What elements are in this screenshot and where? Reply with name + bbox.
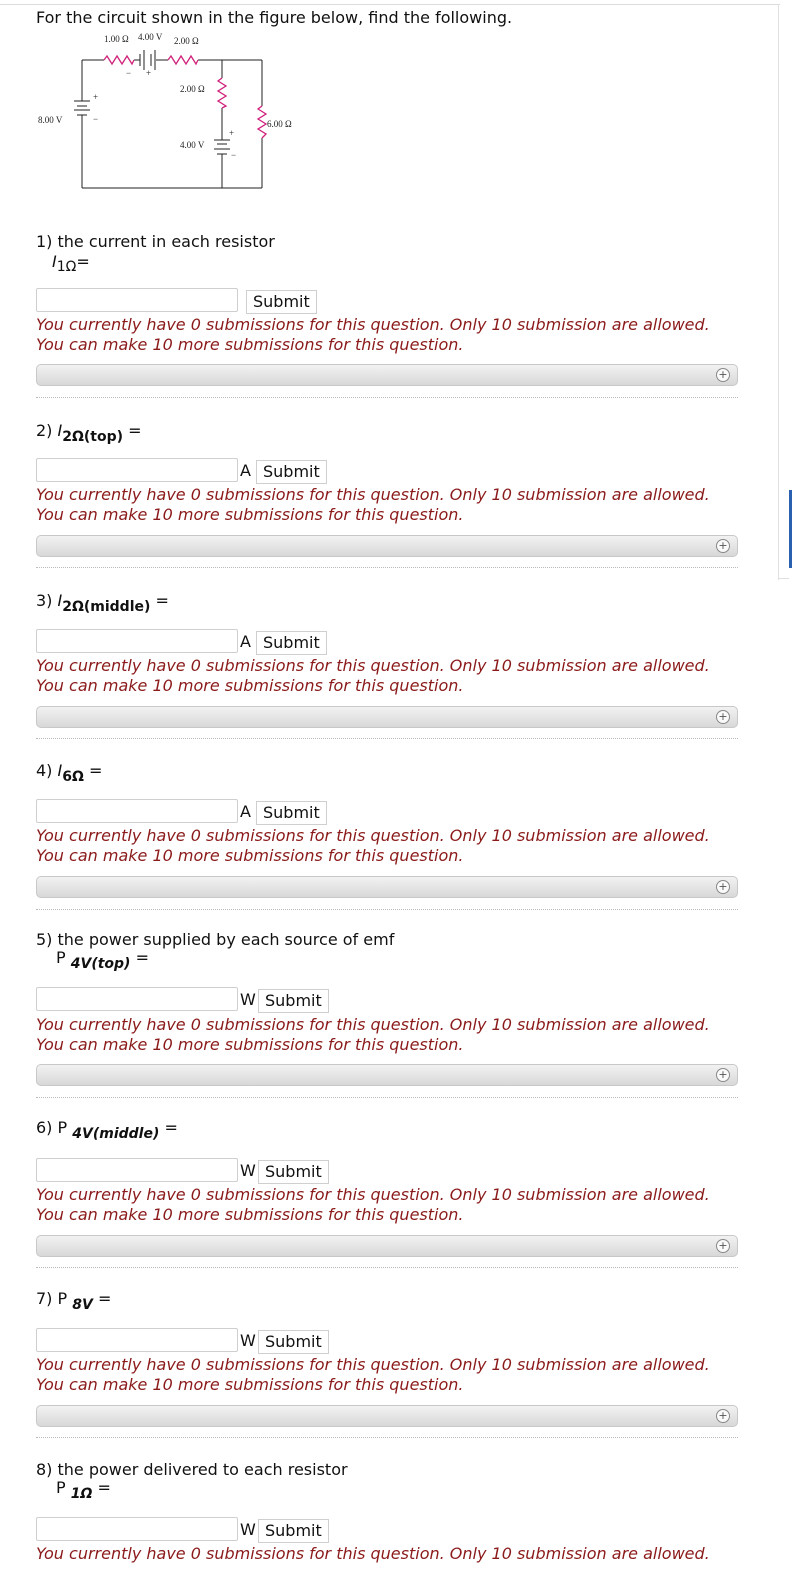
answer-input[interactable] <box>36 629 238 653</box>
question-number: 3) <box>36 591 53 610</box>
variable-symbol: P <box>57 1118 68 1137</box>
plus-circle-icon[interactable]: + <box>716 1068 730 1082</box>
variable-subscript: 1Ω <box>56 259 77 275</box>
unit-label: A <box>240 802 251 821</box>
submission-status-text: You currently have 0 submissions for this question. Only 10 submission are allowed. <box>36 1015 710 1034</box>
submission-remaining-text: You can make 10 more submissions for this question. <box>36 1205 464 1224</box>
variable-symbol: P <box>57 1289 68 1308</box>
question-5-prompt <box>56 948 149 972</box>
plus-circle-icon[interactable]: + <box>716 539 730 553</box>
scrollbar-thumb[interactable] <box>789 490 792 568</box>
unit-label: W <box>240 1520 256 1539</box>
variable-symbol: I <box>52 252 57 271</box>
variable-symbol: I <box>57 591 63 610</box>
equals-sign: = <box>76 252 90 271</box>
submission-status-text: You currently have 0 submissions for this question. Only 10 submission are allowed. <box>36 1185 710 1204</box>
label-v-left: 8.00 V <box>38 115 63 125</box>
divider <box>36 397 738 398</box>
unit-label: W <box>240 1161 256 1180</box>
question-4-prompt <box>36 761 103 785</box>
minus-sign: − <box>126 68 132 78</box>
answer-input[interactable] <box>36 458 238 482</box>
answer-input[interactable] <box>36 288 238 312</box>
submit-button[interactable]: Submit <box>256 631 327 655</box>
submission-remaining-text: You can make 10 more submissions for this question. <box>36 335 464 354</box>
answer-input[interactable] <box>36 987 238 1011</box>
label-r6: 6.00 Ω <box>267 119 292 129</box>
question-1-prompt <box>52 252 90 275</box>
submission-status-text: You currently have 0 submissions for this question. Only 10 submission are allowed. <box>36 656 710 675</box>
variable-subscript: 2Ω(top) <box>62 429 124 445</box>
equals-sign: = <box>164 1118 178 1137</box>
submit-button[interactable]: Submit <box>258 1160 329 1184</box>
question-number: 2) <box>36 421 53 440</box>
plus-circle-icon[interactable]: + <box>716 1409 730 1423</box>
variable-symbol: P <box>56 1478 66 1497</box>
divider <box>36 909 738 910</box>
question-8-prompt <box>56 1478 111 1502</box>
question-number: 6) <box>36 1118 53 1137</box>
equals-sign: = <box>97 1478 111 1497</box>
hint-expander-bar[interactable] <box>36 706 738 728</box>
variable-subscript: 2Ω(middle) <box>62 599 151 615</box>
right-panel-edge-bottom <box>779 578 789 579</box>
answer-input[interactable] <box>36 1328 238 1352</box>
label-r1: 1.00 Ω <box>104 34 129 44</box>
submission-status-text: You currently have 0 submissions for this question. Only 10 submission are allowed. <box>36 826 710 845</box>
submit-button[interactable]: Submit <box>256 460 327 484</box>
variable-symbol: I <box>57 761 63 780</box>
variable-subscript: 4V(middle) <box>72 1126 160 1142</box>
hint-expander-bar[interactable] <box>36 876 738 898</box>
plus-circle-icon[interactable]: + <box>716 710 730 724</box>
variable-symbol: I <box>57 421 63 440</box>
unit-label: A <box>240 632 251 651</box>
question-1-heading: 1) the current in each resistor <box>36 232 275 251</box>
plus-sign: + <box>229 128 235 138</box>
submission-remaining-text: You can make 10 more submissions for this question. <box>36 676 464 695</box>
equals-sign: = <box>97 1289 112 1308</box>
submit-button[interactable]: Submit <box>258 989 329 1013</box>
question-8-heading: 8) the power delivered to each resistor <box>36 1460 348 1479</box>
divider <box>36 1437 738 1438</box>
answer-input[interactable] <box>36 1158 238 1182</box>
unit-label: A <box>240 461 251 480</box>
label-v-top: 4.00 V <box>138 32 163 42</box>
variable-subscript: 1Ω <box>70 1486 93 1502</box>
submit-button[interactable]: Submit <box>246 290 317 314</box>
question-7-prompt <box>36 1289 112 1313</box>
problem-intro: For the circuit shown in the figure below, find the following. <box>36 8 513 27</box>
submission-remaining-text: You can make 10 more submissions for this question. <box>36 1035 464 1054</box>
variable-subscript: 4V(top) <box>70 956 131 972</box>
equals-sign: = <box>128 421 142 440</box>
question-2-prompt <box>36 421 142 445</box>
hint-expander-bar[interactable] <box>36 364 738 386</box>
divider <box>36 1097 738 1098</box>
variable-subscript: 6Ω <box>62 769 84 785</box>
question-number: 7) <box>36 1289 53 1308</box>
question-number: 4) <box>36 761 53 780</box>
plus-circle-icon[interactable]: + <box>716 880 730 894</box>
answer-input[interactable] <box>36 1517 238 1541</box>
submit-button[interactable]: Submit <box>256 801 327 825</box>
minus-sign: − <box>93 114 99 124</box>
top-divider <box>0 4 780 5</box>
unit-label: W <box>240 990 256 1009</box>
equals-sign: = <box>155 591 169 610</box>
variable-subscript: 8V <box>72 1297 93 1313</box>
plus-circle-icon[interactable]: + <box>716 368 730 382</box>
plus-sign: + <box>93 92 99 102</box>
plus-circle-icon[interactable]: + <box>716 1239 730 1253</box>
equals-sign: = <box>88 761 103 780</box>
submit-button[interactable]: Submit <box>258 1330 329 1354</box>
hint-expander-bar[interactable] <box>36 1405 738 1427</box>
submission-remaining-text: You can make 10 more submissions for this question. <box>36 1375 464 1394</box>
hint-expander-bar[interactable] <box>36 1235 738 1257</box>
label-r2-top: 2.00 Ω <box>174 36 199 46</box>
divider <box>36 567 738 568</box>
question-3-prompt <box>36 591 169 615</box>
label-v-middle: 4.00 V <box>180 140 205 150</box>
submission-status-text: You currently have 0 submissions for this question. Only 10 submission are allowed. <box>36 1544 710 1563</box>
submission-remaining-text: You can make 10 more submissions for this question. <box>36 505 464 524</box>
question-5-heading: 5) the power supplied by each source of emf <box>36 930 395 949</box>
answer-input[interactable] <box>36 799 238 823</box>
minus-sign: − <box>231 150 237 160</box>
divider <box>36 1267 738 1268</box>
submit-button[interactable]: Submit <box>258 1519 329 1543</box>
circuit-diagram <box>32 30 292 195</box>
hint-expander-bar[interactable] <box>36 1064 738 1086</box>
submission-status-text: You currently have 0 submissions for this question. Only 10 submission are allowed. <box>36 1355 710 1374</box>
divider <box>36 738 738 739</box>
submission-status-text: You currently have 0 submissions for this question. Only 10 submission are allowed. <box>36 485 710 504</box>
equals-sign: = <box>135 948 149 967</box>
right-panel-edge <box>778 4 779 580</box>
hint-expander-bar[interactable] <box>36 535 738 557</box>
submission-remaining-text: You can make 10 more submissions for this question. <box>36 846 464 865</box>
unit-label: W <box>240 1331 256 1350</box>
variable-symbol: P <box>56 948 66 967</box>
label-r2-middle: 2.00 Ω <box>180 84 205 94</box>
question-6-prompt <box>36 1118 178 1142</box>
plus-sign: + <box>146 68 152 78</box>
submission-status-text: You currently have 0 submissions for this question. Only 10 submission are allowed. <box>36 315 710 334</box>
